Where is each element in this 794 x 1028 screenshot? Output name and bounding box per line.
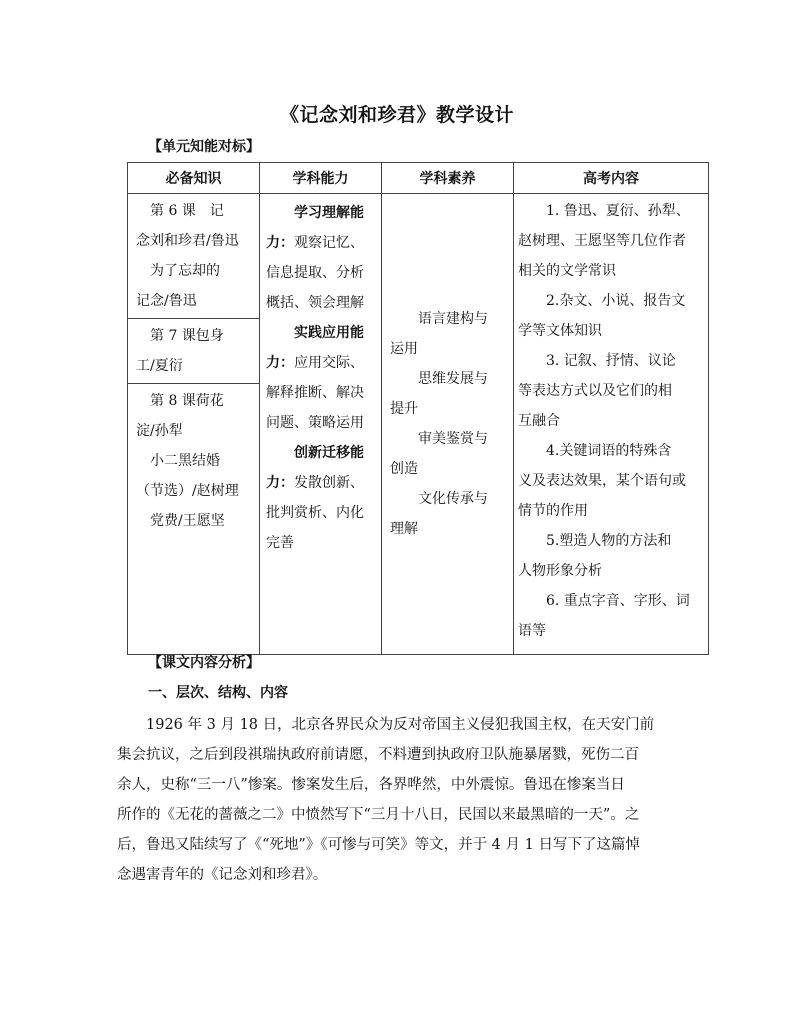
lesson-8: 第 8 课荷花 淀/孙犁 小二黑结婚 （节选）/赵树理 党费/王愿坚	[136, 393, 239, 529]
header-ability: 学科能力	[260, 163, 382, 194]
table-body-row	[128, 194, 709, 655]
knowledge-cell	[128, 194, 260, 655]
lesson-6: 第 6 课 记 念刘和珍君/鲁迅 为了忘却的 记念/鲁迅	[128, 194, 259, 319]
ability-cell: 学习理解能 力：观察记忆、 信息提取、分析 概括、领会理解 实践应用能 力：应用交际、 解释推断、解决 问题、策略运用 创新迁移能 力：发散创新、 批判赏析、内化 完善	[260, 194, 382, 655]
document-title: 《记念刘和珍君》教学设计	[279, 104, 514, 126]
body-paragraph: 1926 年 3 月 18 日，北京各界民众为反对帝国主义侵犯我国主权，在天安门前 集会抗议，之后到段祺瑞执政府前请愿，不料遭到执政府卫队施暴屠戮，死伤二百 余人，史称“三一八”惨案。惨案发生后，各界哗然，中外震惊。鲁迅在惨案当日 所作的《无花的蔷薇之二》中愤然写下“三月十八日，民国以来最黑暗的一天”。之 后，鲁迅又陆续写了《“死地”》《可惨与可笑》等文，并于 4 月 1 日写下了这篇悼 念遇害青年的《记念刘和珍君》。	[117, 717, 655, 883]
table-header-row	[128, 163, 709, 194]
knowledge-table	[127, 162, 709, 655]
header-knowledge: 必备知识	[128, 163, 260, 194]
ability-3-title: 创新迁移能	[294, 445, 364, 461]
ability-2-title: 实践应用能	[294, 325, 364, 341]
ability-1-title: 学习理解能	[294, 205, 364, 221]
lesson-7: 第 7 课包身 工/夏衍	[128, 319, 259, 384]
literacy-cell: 语言建构与 运用 思维发展与 提升 审美鉴赏与 创造 文化传承与 理解	[382, 194, 514, 655]
header-exam: 高考内容	[514, 163, 709, 194]
section-label-unit-targets: 【单元知能对标】	[148, 139, 260, 155]
heading-structure: 一、层次、结构、内容	[148, 685, 288, 701]
section-label-text-analysis: 【课文内容分析】	[148, 655, 260, 671]
header-literacy: 学科素养	[382, 163, 514, 194]
exam-cell: 1. 鲁迅、夏衍、孙犁、 赵树理、王愿坚等几位作者 相关的文学常识 2.杂文、小说、报告文 学等文体知识 3. 记叙、抒情、议论 等表达方式以及它们的相 互融合 4.关键词语的特殊含 义及表达效果，某个语句或 情节的作用 5.塑造人物的方法和 人物形象分析 6. 重点字音、字形、词 语等	[514, 194, 709, 655]
